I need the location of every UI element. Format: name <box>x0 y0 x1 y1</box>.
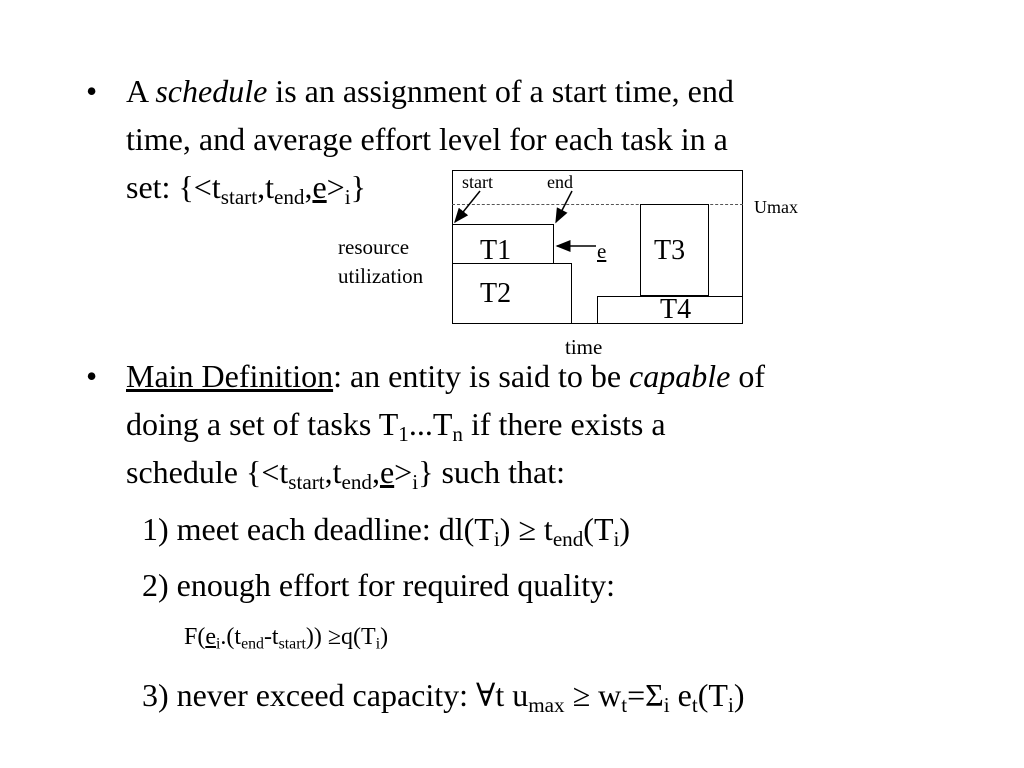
task-t2-label: T2 <box>480 278 512 309</box>
task-t3-label: T3 <box>654 235 686 266</box>
condition-2: 2) enough effort for required quality: <box>142 567 616 603</box>
utilization-label: utilization <box>338 264 424 288</box>
condition-3: 3) never exceed capacity: ∀t $u_{max} \ge w_t=\Sigma_i$ $e_t(T_i)$ <box>142 677 745 717</box>
bullet-1-line-3: set: $\{<t_{start},t_{end},e>_i\}$ <box>126 169 366 209</box>
bullet-2-line-3: schedule $\{<t_{start},t_{end},e>_i\}$ such that: <box>126 454 565 494</box>
bullet-2-line-2: doing a set of tasks $T_1...T_n$ if there exists a <box>126 406 666 446</box>
task-t4-label: T4 <box>660 294 692 325</box>
end-arrow <box>556 191 572 222</box>
bullet-2-marker: • <box>86 358 98 394</box>
bullet-1-line-2: time, and average effort level for each task in a <box>126 121 728 157</box>
bullet-2-line-1: Main Definition: an entity is said to be capable of <box>126 358 765 394</box>
condition-1: 1) meet each deadline: $dl(T_i) \ge t_{end}(T_i)$ <box>142 511 631 551</box>
task-t1-label: T1 <box>480 235 512 266</box>
condition-2-formula: $F(e_i.(t_{end}-t_{start})) \ge q(T_i)$ <box>184 624 389 653</box>
start-label: start <box>462 172 493 192</box>
end-label: end <box>547 172 573 192</box>
resource-label: resource <box>338 235 410 259</box>
umax-label: Umax <box>754 197 798 217</box>
time-label: time <box>565 335 603 359</box>
start-arrow <box>455 191 480 222</box>
bullet-1-marker: • <box>86 73 98 109</box>
effort-e-label: e <box>597 239 607 263</box>
bullet-1-line-1: A schedule is an assignment of a start time, end <box>126 73 734 109</box>
